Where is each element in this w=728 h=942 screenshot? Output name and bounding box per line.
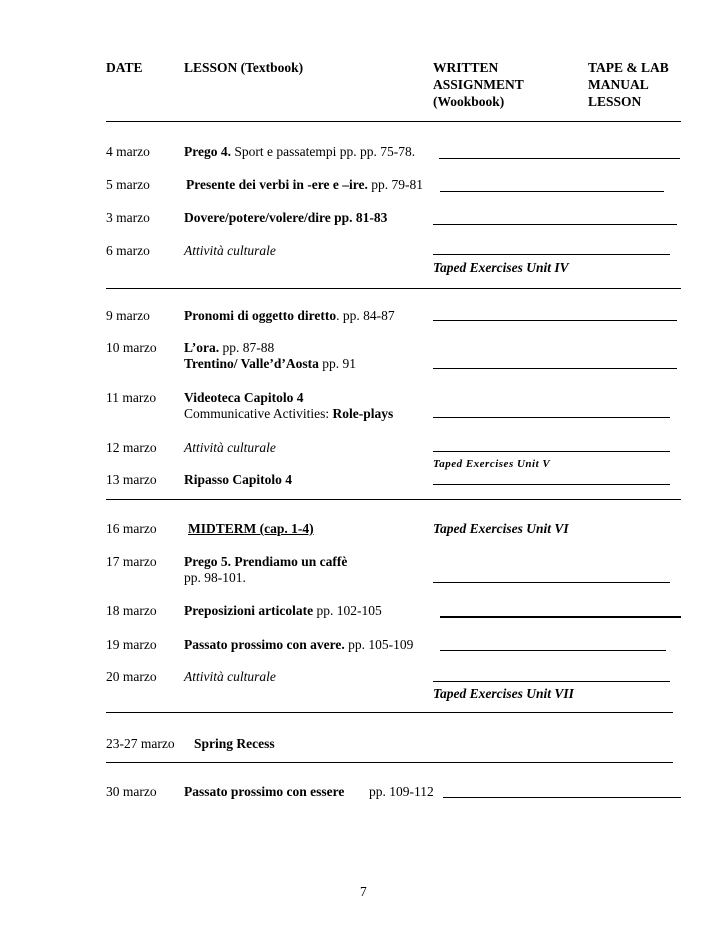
row-lesson: Spring Recess <box>194 736 275 751</box>
assignment-blank <box>440 650 666 651</box>
assignment-blank <box>433 582 670 583</box>
row-lesson: Dovere/potere/volere/dire pp. 81-83 <box>184 210 388 225</box>
tape-exercise: Taped Exercises Unit V <box>433 458 551 470</box>
header-tape-3: LESSON <box>588 94 642 109</box>
row-lesson: MIDTERM (cap. 1-4) <box>188 521 314 536</box>
row-lesson: Preposizioni articolate pp. 102-105 <box>184 603 382 618</box>
header-tape-1: TAPE & LAB <box>588 60 669 75</box>
row-lesson-line2: Trentino/ Valle’d’Aosta pp. 91 <box>184 356 357 371</box>
row-lesson-line2: pp. 98-101. <box>184 570 246 585</box>
header-written-2: ASSIGNMENT <box>433 77 524 92</box>
row-date: 18 marzo <box>106 603 157 618</box>
row-date: 17 marzo <box>106 554 157 569</box>
assignment-blank <box>433 484 670 485</box>
assignment-blank <box>433 681 670 682</box>
row-lesson: Pronomi di oggetto diretto. pp. 84-87 <box>184 308 395 323</box>
row-lesson: Attività culturale <box>184 243 276 258</box>
row-date: 11 marzo <box>106 390 157 405</box>
assignment-blank <box>433 320 677 321</box>
separator-line <box>106 762 673 763</box>
separator-line <box>106 712 673 713</box>
row-date: 23-27 marzo <box>106 736 175 751</box>
separator-line <box>106 499 681 500</box>
row-date: 19 marzo <box>106 637 157 652</box>
row-date: 30 marzo <box>106 784 157 799</box>
assignment-blank <box>433 224 677 225</box>
assignment-blank <box>433 254 670 255</box>
row-date: 5 marzo <box>106 177 150 192</box>
row-lesson: Prego 4. Sport e passatempi pp. pp. 75-78. <box>184 144 416 159</box>
header-tape-2: MANUAL <box>588 77 649 92</box>
row-lesson: L’ora. pp. 87-88 <box>184 340 275 355</box>
header-lesson: LESSON (Textbook) <box>184 60 304 75</box>
assignment-blank <box>440 616 681 618</box>
row-date: 6 marzo <box>106 243 150 258</box>
page-number: 7 <box>360 884 367 899</box>
row-date: 3 marzo <box>106 210 150 225</box>
separator-line <box>106 288 681 289</box>
assignment-blank <box>443 797 681 798</box>
assignment-blank <box>440 191 664 192</box>
row-date: 16 marzo <box>106 521 157 536</box>
row-date: 13 marzo <box>106 472 157 487</box>
row-lesson: Presente dei verbi in -ere e –ire. pp. 79-81 <box>186 177 423 192</box>
assignment-blank <box>433 451 670 452</box>
row-date: 10 marzo <box>106 340 157 355</box>
assignment-blank <box>433 417 670 418</box>
row-lesson: Videoteca Capitolo 4 <box>184 390 304 405</box>
separator-line <box>106 121 681 122</box>
header-written-3: (Wookbook) <box>433 94 505 109</box>
row-lesson: Attività culturale <box>184 669 276 684</box>
row-lesson: Passato prossimo con essere <box>184 784 345 799</box>
assignment-blank <box>439 158 680 159</box>
row-lesson: Attività culturale <box>184 440 276 455</box>
row-lesson-line2: Communicative Activities: Role-plays <box>184 406 394 421</box>
tape-exercise: Taped Exercises Unit VI <box>433 521 569 536</box>
row-date: 20 marzo <box>106 669 157 684</box>
tape-exercise: Taped Exercises Unit VII <box>433 686 574 701</box>
row-date: 12 marzo <box>106 440 157 455</box>
tape-exercise: Taped Exercises Unit IV <box>433 260 569 275</box>
header-date: DATE <box>106 60 143 75</box>
row-lesson: Ripasso Capitolo 4 <box>184 472 293 487</box>
row-date: 9 marzo <box>106 308 150 323</box>
row-lesson: Prego 5. Prendiamo un caffè <box>184 554 348 569</box>
assignment-blank <box>433 368 677 369</box>
header-written-1: WRITTEN <box>433 60 499 75</box>
row-lesson: Passato prossimo con avere. pp. 105-109 <box>184 637 414 652</box>
row-date: 4 marzo <box>106 144 150 159</box>
row-pages: pp. 109-112 <box>369 784 434 799</box>
